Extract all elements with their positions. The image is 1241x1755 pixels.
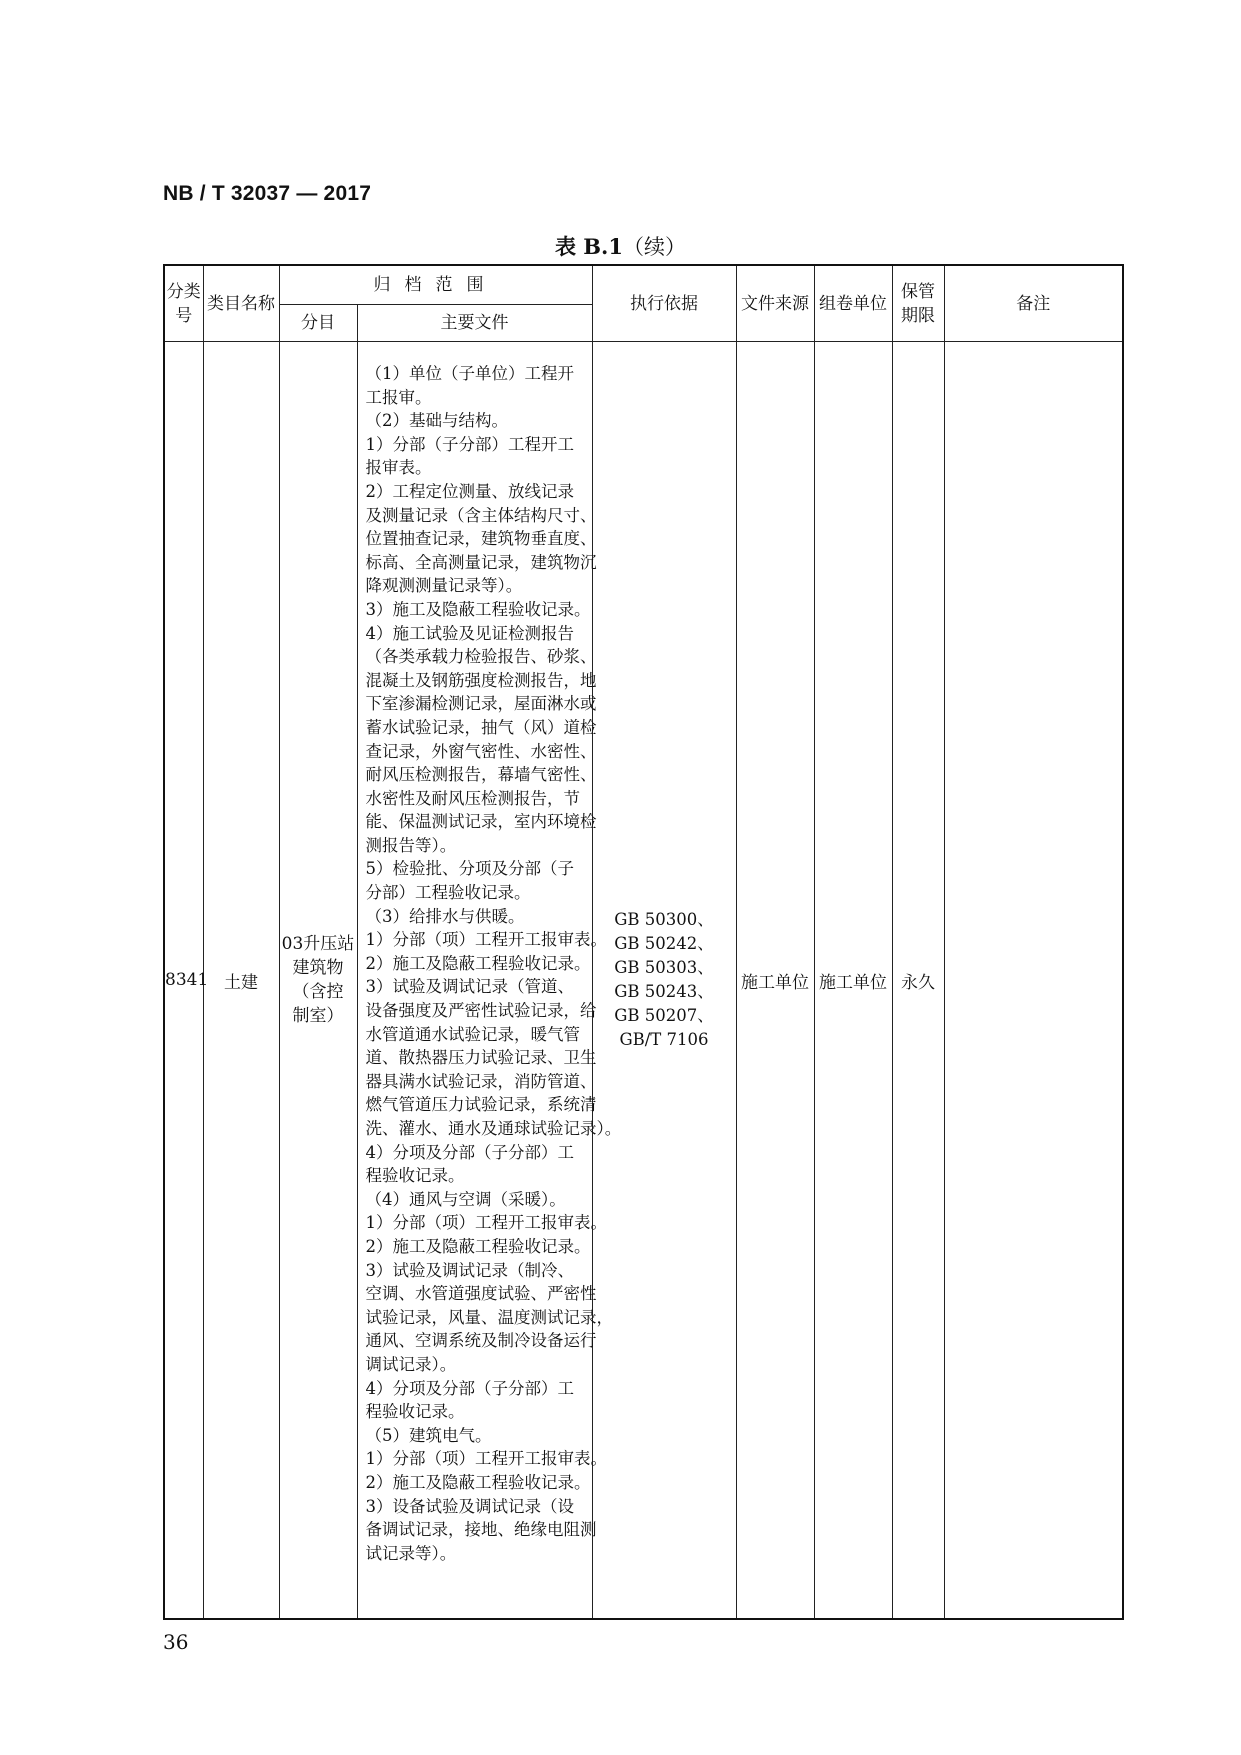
main-file-line: 蓄水试验记录，抽气（风）道检 xyxy=(365,717,597,737)
page-number: 36 xyxy=(163,1630,189,1654)
sub-item-line: 建筑物 xyxy=(292,958,344,978)
main-file-line: 试记录等）。 xyxy=(365,1543,457,1563)
main-file-line: 工报审。 xyxy=(365,387,432,407)
header-category-name: 类目名称 xyxy=(203,265,279,342)
main-file-line: 设备强度及严密性试验记录，给 xyxy=(365,1001,597,1021)
cell-category-no: 8341 xyxy=(164,342,203,1620)
header-retention-line: 期限 xyxy=(901,305,935,326)
header-source: 文件来源 xyxy=(736,265,814,342)
header-category-no-line: 号 xyxy=(175,305,193,326)
main-file-line: 水管道通水试验记录，暖气管 xyxy=(365,1024,580,1044)
cell-category-name: 土建 xyxy=(203,342,279,1620)
main-file-line: 程验收记录。 xyxy=(365,1166,465,1186)
main-file-line: 3）施工及隐蔽工程验收记录。 xyxy=(365,599,591,619)
main-file-line: （3）给排水与供暖。 xyxy=(365,906,525,926)
header-archive-scope xyxy=(279,265,592,305)
header-remarks: 备注 xyxy=(944,265,1123,342)
main-file-line: 标高、全高测量记录，建筑物沉 xyxy=(365,552,597,572)
table-caption xyxy=(0,231,1241,261)
main-file-line: 混凝土及钢筋强度检测报告，地 xyxy=(365,670,597,690)
basis-line: GB/T 7106 xyxy=(619,1030,709,1049)
main-file-line: 水密性及耐风压检测报告，节 xyxy=(365,788,580,808)
main-file-line: 分部）工程验收记录。 xyxy=(365,883,531,903)
header-filing-unit: 组卷单位 xyxy=(814,265,892,342)
main-file-line: 程验收记录。 xyxy=(365,1402,465,1422)
main-file-line: 1）分部（项）工程开工报审表。 xyxy=(365,1449,607,1469)
main-file-line: 1）分部（项）工程开工报审表。 xyxy=(365,1213,607,1233)
main-file-line: 燃气管道压力试验记录，系统清 xyxy=(365,1095,597,1115)
main-file-line: 报审表。 xyxy=(365,458,432,478)
main-file-line: 下室渗漏检测记录，屋面淋水或 xyxy=(365,694,597,714)
main-file-line: 调试记录）。 xyxy=(365,1354,457,1374)
main-file-line: 通风、空调系统及制冷设备运行 xyxy=(365,1331,597,1351)
header-retention xyxy=(892,265,944,342)
header-main-files: 主要文件 xyxy=(357,305,592,342)
cell-source: 施工单位 xyxy=(736,342,814,1620)
main-file-line: 2）施工及隐蔽工程验收记录。 xyxy=(365,953,591,973)
main-file-line: （1）单位（子单位）工程开 xyxy=(365,364,574,383)
cell-main-files xyxy=(357,342,622,1620)
main-file-line: 1）分部（项）工程开工报审表。 xyxy=(365,930,607,950)
basis-line: GB 50242、 xyxy=(614,934,714,953)
main-file-line: 3）试验及调试记录（制冷、 xyxy=(365,1260,574,1280)
cell-sub-item xyxy=(279,342,357,1620)
main-files-list xyxy=(365,362,622,1565)
header-archive-scope-label: 归档范围 xyxy=(373,275,498,295)
cell-basis xyxy=(592,342,736,1620)
main-file-line: 3）试验及调试记录（管道、 xyxy=(365,977,574,997)
table-header-row xyxy=(164,265,1123,305)
main-file-line: 4）施工试验及见证检测报告 xyxy=(365,623,574,643)
main-file-line: （5）建筑电气。 xyxy=(365,1425,492,1445)
header-sub-item: 分目 xyxy=(279,305,357,342)
main-file-line: 查记录，外窗气密性、水密性、 xyxy=(365,741,597,761)
main-file-line: 4）分项及分部（子分部）工 xyxy=(365,1142,574,1162)
sub-item-line: 03升压站 xyxy=(281,934,355,954)
table-title-suffix: （续） xyxy=(622,235,686,259)
cell-remarks xyxy=(944,342,1123,1620)
table-title: 表 B.1 xyxy=(555,234,623,259)
header-category-no-line: 分类 xyxy=(166,281,201,302)
main-file-line: 道、散热器压力试验记录、卫生 xyxy=(365,1048,597,1068)
main-file-line: 器具满水试验记录，消防管道、 xyxy=(365,1071,597,1091)
main-file-line: 能、保温测试记录，室内环境检 xyxy=(365,812,597,832)
main-file-line: 2）工程定位测量、放线记录 xyxy=(365,481,574,501)
standard-code: NB / T 32037 — 2017 xyxy=(163,182,372,205)
main-file-line: 测报告等）。 xyxy=(365,835,457,855)
header-retention-line: 保管 xyxy=(901,281,935,302)
main-file-line: （4）通风与空调（采暖）。 xyxy=(365,1189,566,1209)
main-file-line: 降观测测量记录等）。 xyxy=(365,576,523,596)
main-file-line: 洗、灌水、通水及通球试验记录）。 xyxy=(365,1119,622,1138)
main-file-line: 空调、水管道强度试验、严密性 xyxy=(365,1284,597,1304)
main-file-line: （各类承载力检验报告、砂浆、 xyxy=(365,647,597,667)
main-file-line: 及测量记录（含主体结构尺寸、 xyxy=(365,505,597,525)
main-file-line: 2）施工及隐蔽工程验收记录。 xyxy=(365,1236,591,1256)
main-file-line: 3）设备试验及调试记录（设 xyxy=(365,1496,574,1516)
archive-scope-table xyxy=(163,264,1124,1620)
main-file-line: 1）分部（子分部）工程开工 xyxy=(365,434,574,454)
cell-filing-unit: 施工单位 xyxy=(814,342,892,1620)
header-category-no xyxy=(164,265,203,342)
sub-item-line: （含控 xyxy=(292,982,344,1002)
sub-item-line: 制室） xyxy=(292,1006,344,1026)
main-file-line: 2）施工及隐蔽工程验收记录。 xyxy=(365,1472,591,1492)
header-basis: 执行依据 xyxy=(592,265,736,342)
main-file-line: 备调试记录，接地、绝缘电阻测 xyxy=(365,1520,597,1540)
basis-line: GB 50300、 xyxy=(614,910,714,929)
cell-retention: 永久 xyxy=(892,342,944,1620)
main-file-line: 耐风压检测报告，幕墙气密性、 xyxy=(365,765,597,785)
basis-line: GB 50207、 xyxy=(614,1006,714,1025)
main-file-line: （2）基础与结构。 xyxy=(365,411,508,431)
main-file-line: 4）分项及分部（子分部）工 xyxy=(365,1378,574,1398)
main-file-line: 5）检验批、分项及分部（子 xyxy=(365,859,574,879)
main-file-line: 试验记录，风量、温度测试记录， xyxy=(365,1307,613,1327)
main-file-line: 位置抽查记录，建筑物垂直度、 xyxy=(365,529,597,549)
table-row xyxy=(164,342,1123,1620)
basis-line: GB 50303、 xyxy=(614,958,714,977)
basis-line: GB 50243、 xyxy=(614,982,714,1001)
